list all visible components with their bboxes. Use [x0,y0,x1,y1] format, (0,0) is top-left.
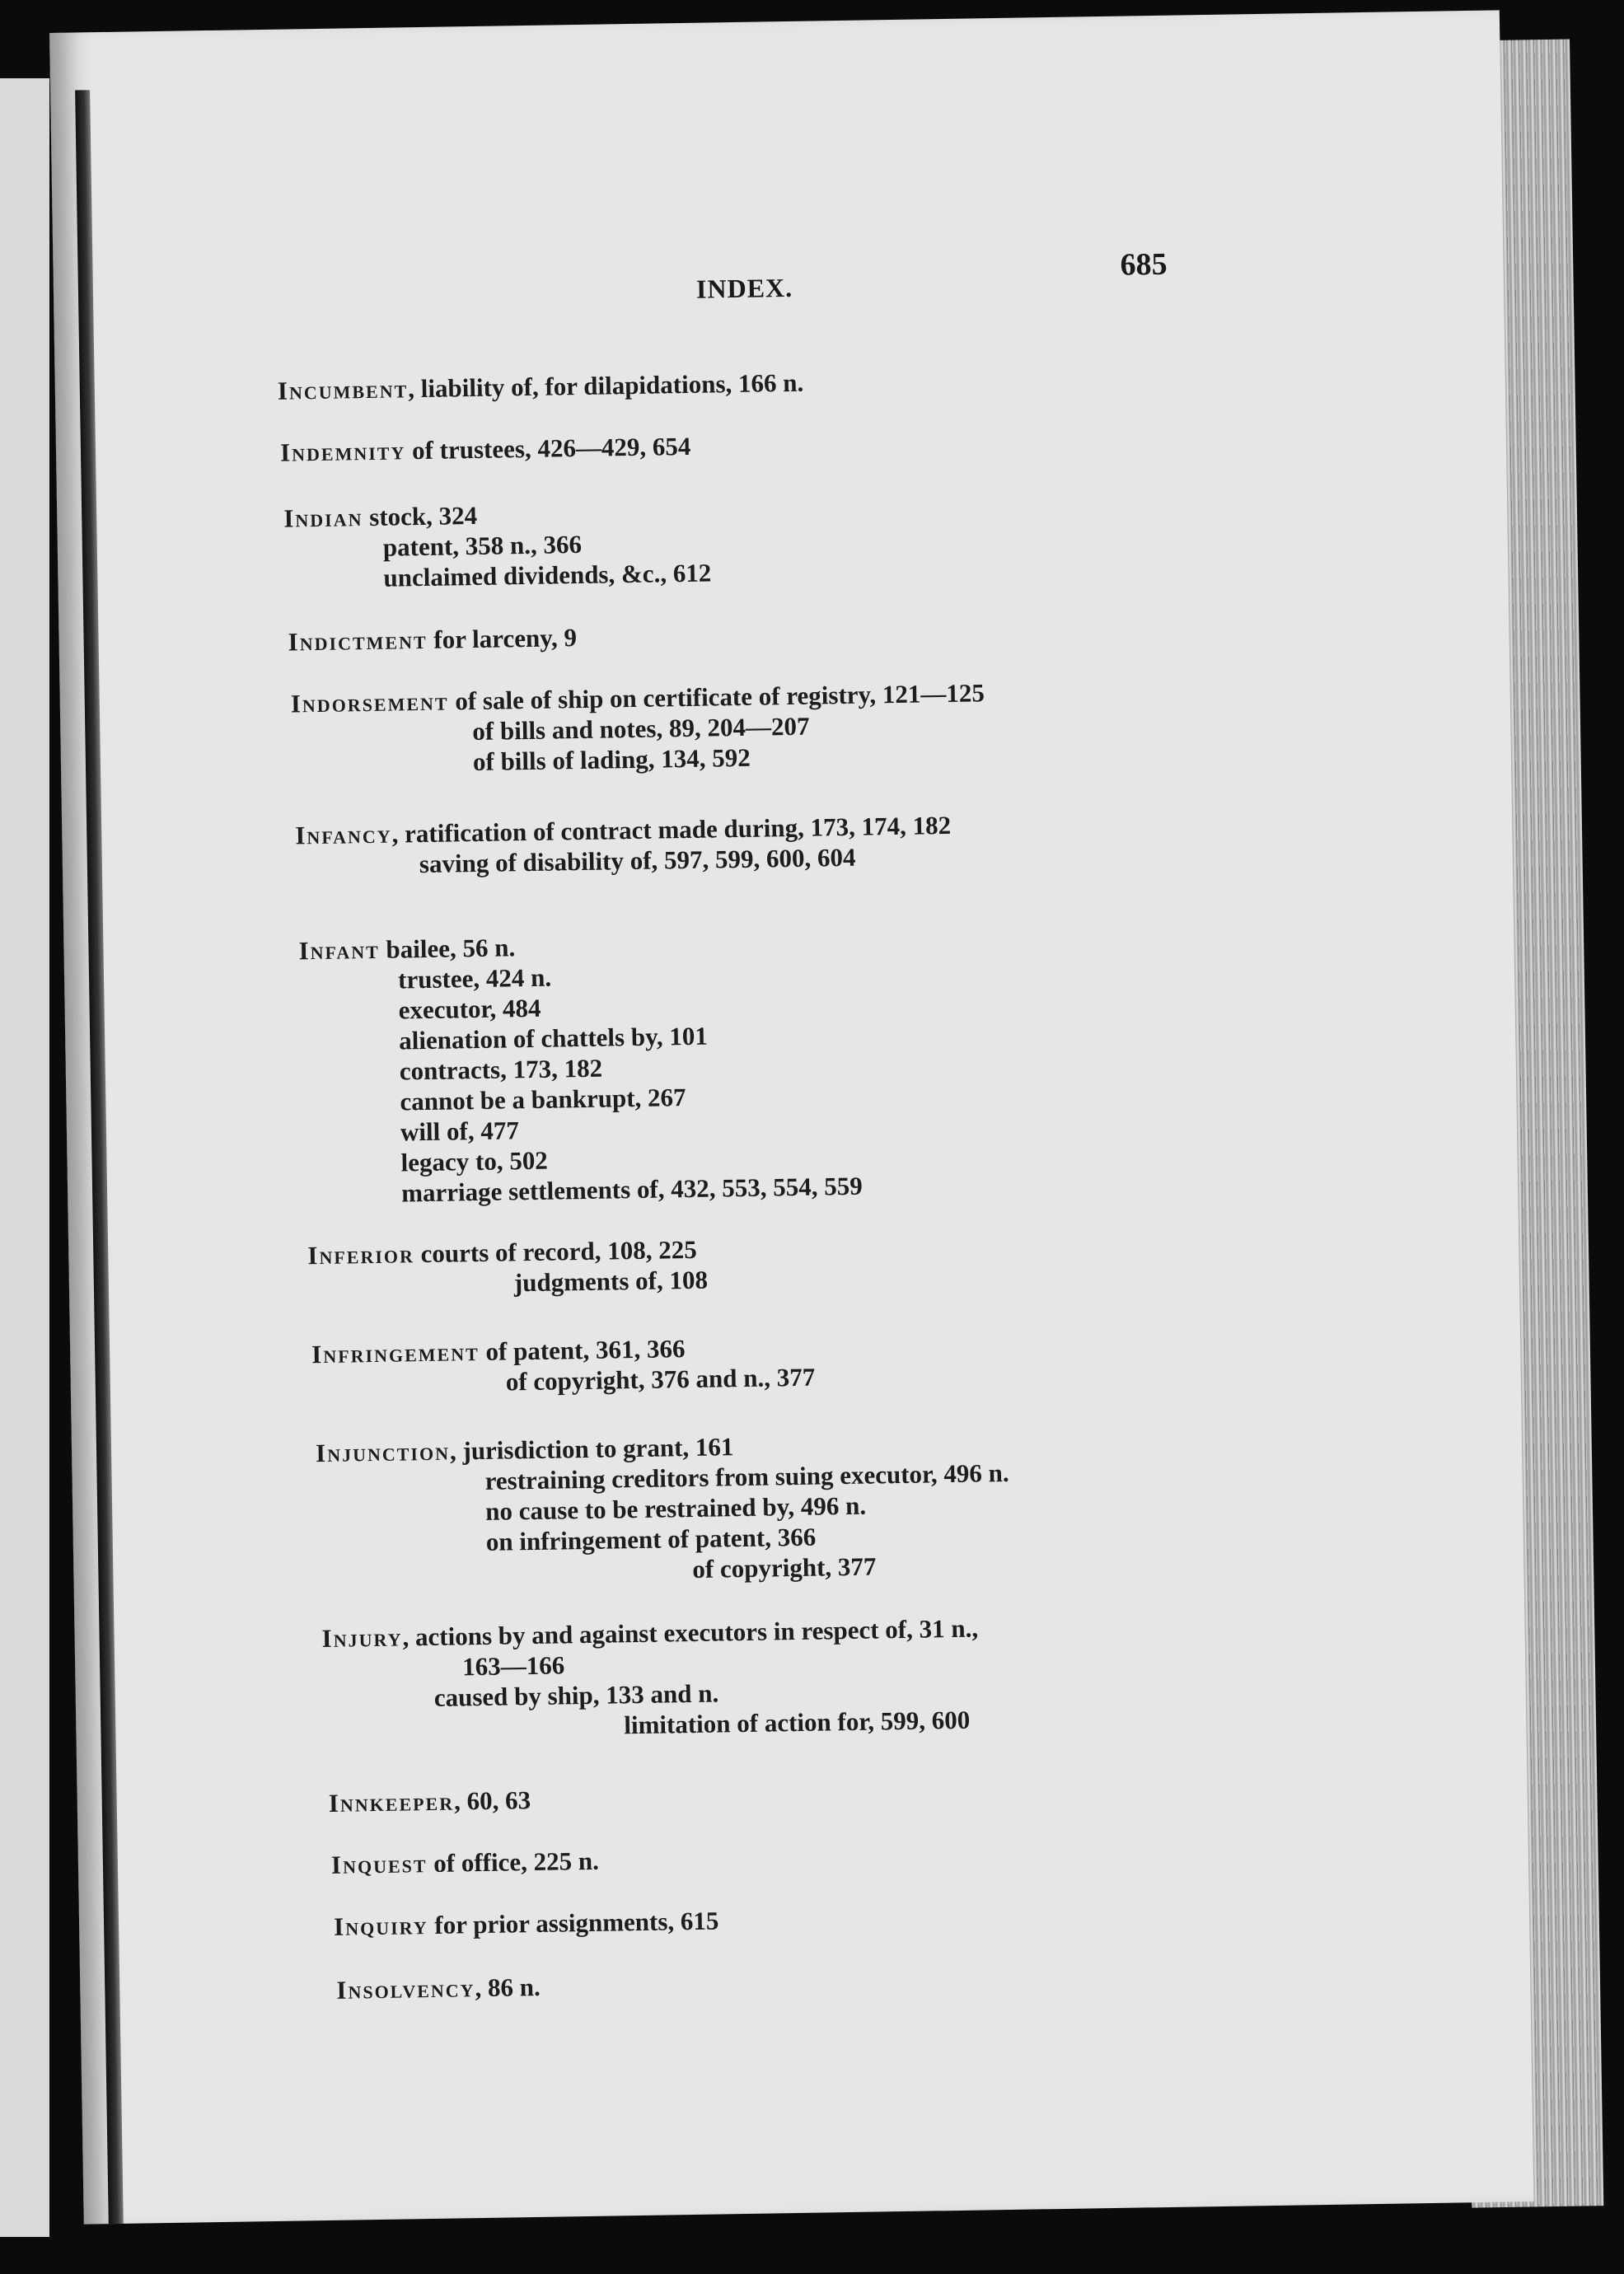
subentry: alienation of chattels by, 101 [398,1021,709,1055]
headword: Inquest [330,1849,428,1879]
subentry: will of, 477 [400,1116,520,1147]
index-entry-infringement [311,1333,816,1400]
subentry: executor, 484 [398,993,541,1025]
subentry: trustee, 424 n. [397,962,552,994]
subentry: of bills and notes, 89, 204—207 [472,711,810,746]
entry-text: stock, 324 [363,500,478,532]
running-head: INDEX. [695,272,793,304]
entry-text: bailee, 56 n. [379,933,516,964]
headword: Injunction [315,1436,451,1468]
subentry: saving of disability of, 597, 599, 600, 604 [419,842,856,879]
entry-text: , actions by and against executors in respect of, 31 n., [402,1613,979,1652]
subentry: unclaimed dividends, &c., 612 [383,558,712,592]
headword: Indictment [288,625,428,657]
entry-text: of sale of ship on certificate of registry, 121—125 [448,678,985,716]
entry-text: of patent, 361, 366 [479,1334,686,1367]
subentry: of bills of lading, 134, 592 [472,742,751,777]
subentry: contracts, 173, 182 [399,1053,603,1086]
headword: Inquiry [333,1911,428,1941]
entry-text: , 86 n. [475,1972,541,2003]
entry-text: courts of record, 108, 225 [414,1234,698,1269]
headword: Indemnity [279,436,406,467]
index-entry-inquiry [334,1906,719,1942]
page-number: 685 [1120,246,1168,283]
subentry: caused by ship, 133 and n. [433,1678,719,1712]
subentry: limitation of action for, 599, 600 [624,1705,971,1740]
index-entry-infancy [295,810,952,881]
headword: Infant [298,934,381,966]
facing-page-edge [0,78,49,2237]
entry-text: , 60, 63 [453,1785,531,1816]
subentry: patent, 358 n., 366 [382,529,583,562]
entry-text: of office, 225 n. [427,1846,600,1879]
subentry: cannot be a bankrupt, 267 [400,1083,686,1116]
index-entry-inquest [331,1846,599,1880]
entry-text: for larceny, 9 [427,623,578,654]
binding-gutter [75,90,124,2224]
subentry: restraining creditors from suing executor, 496 n. [484,1458,1009,1495]
index-entry-insolvency [336,1972,541,2005]
index-entry-indorsement [291,677,986,779]
subentry: on infringement of patent, 366 [485,1522,817,1556]
subentry: of copyright, 376 and n., 377 [505,1362,816,1397]
headword: Innkeeper [328,1786,455,1818]
headword: Indian [283,503,363,533]
index-entry-infant [298,929,863,1210]
subentry: marriage settlements of, 432, 553, 554, 559 [400,1171,863,1208]
index-entry-indemnity [280,431,691,468]
entry-text: for prior assignments, 615 [428,1906,719,1940]
entry-text: , jurisdiction to grant, 161 [449,1432,734,1466]
index-entry-inferior [307,1234,709,1301]
index-entry-innkeeper [328,1785,531,1818]
headword: Incumbent [277,374,409,405]
index-entry-incumbent [278,367,804,406]
subentry: judgments of, 108 [513,1265,709,1298]
headword: Infringement [311,1337,480,1369]
headword: Indorsement [290,686,449,718]
entry-text: , liability of, for dilapidations, 166 n. [407,367,804,404]
subentry: no cause to be restrained by, 496 n. [484,1490,867,1526]
book-page [49,10,1534,2224]
subentry: 163—166 [461,1650,565,1682]
entry-text: , ratification of contract made during, 173, 174, 182 [391,810,952,849]
entry-text: of trustees, 426—429, 654 [405,431,691,466]
subentry: legacy to, 502 [400,1145,549,1177]
index-entry-injunction [315,1429,1009,1590]
subentry: of copyright, 377 [692,1551,877,1584]
headword: Insolvency [336,1973,475,2005]
headword: Injury [321,1622,403,1654]
index-entry-indictment [288,622,577,657]
headword: Infancy [295,819,392,850]
headword: Inferior [307,1239,415,1270]
index-entry-injury [321,1613,980,1745]
index-entry-indian [283,498,712,594]
